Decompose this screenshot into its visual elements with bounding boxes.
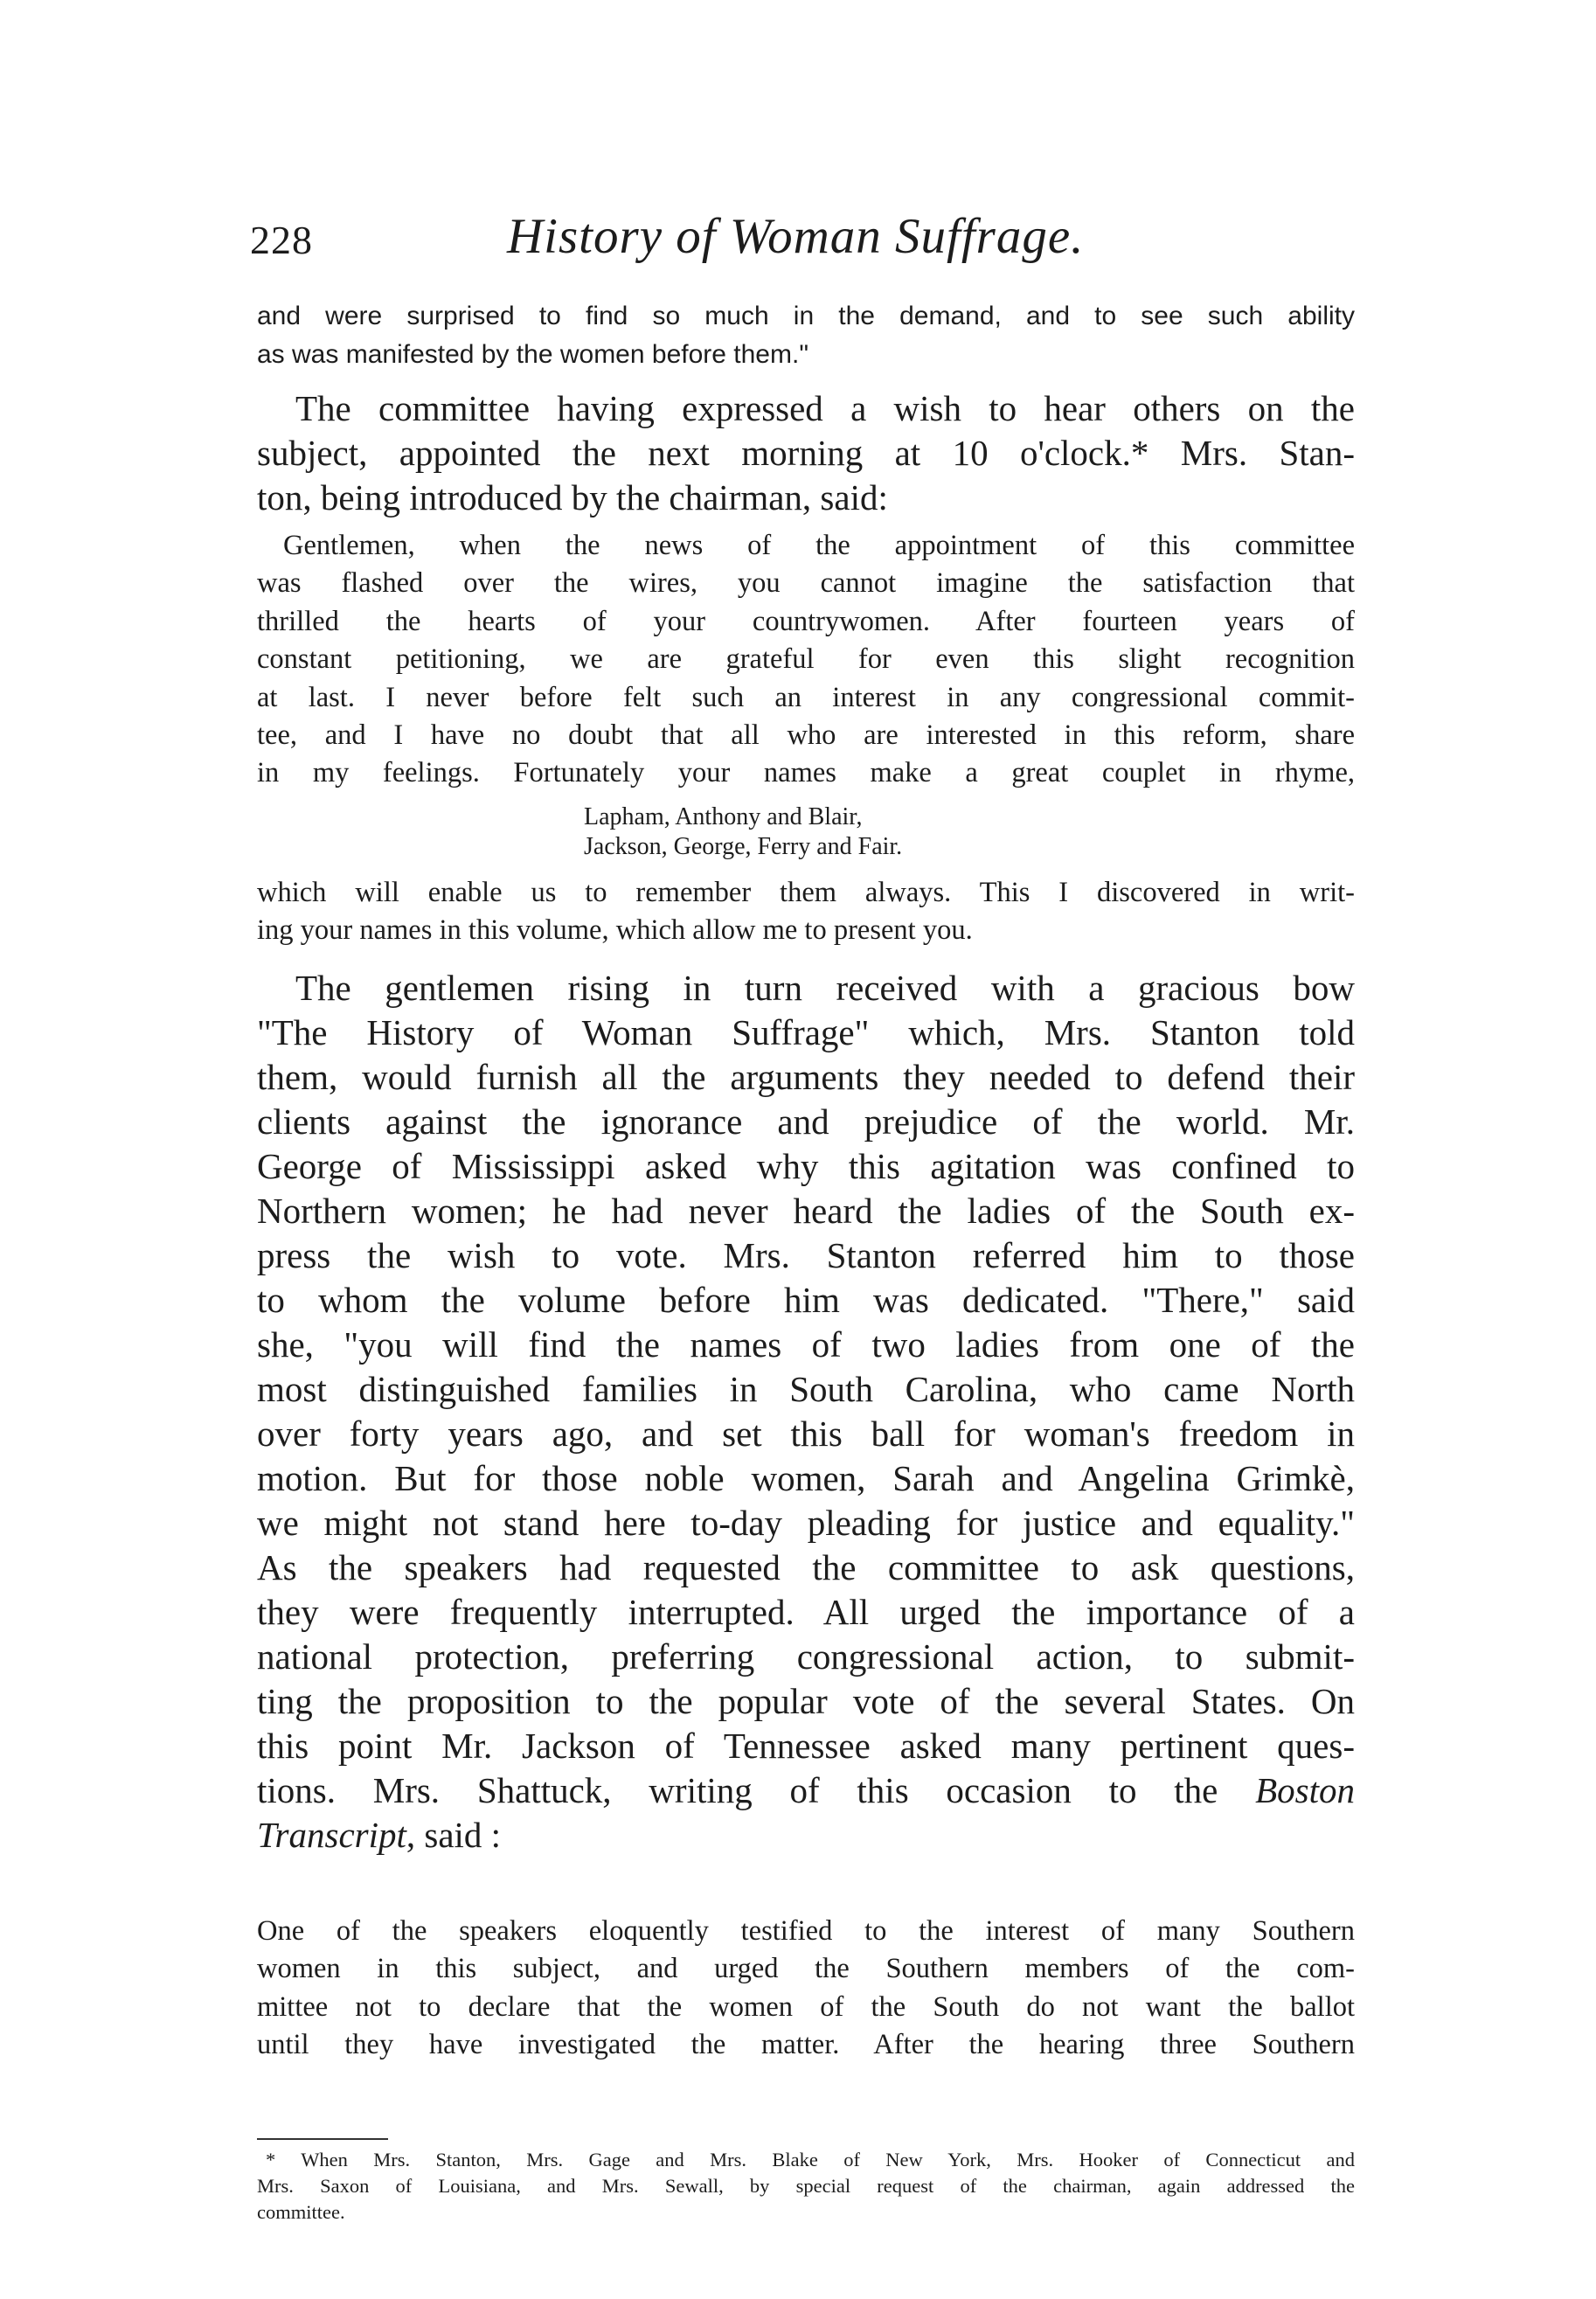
paragraph-committee xyxy=(257,386,1355,520)
text-line: they were frequently interrupted. All urged the importance of a xyxy=(257,1592,1355,1632)
paragraph-gentlemen xyxy=(257,966,1355,1858)
text-line: and were surprised to find so much in the demand, and to see such ability xyxy=(257,302,1355,330)
page-header xyxy=(250,208,1369,287)
text-line: subject, appointed the next morning at 10 o'clock.* Mrs. Stan- xyxy=(257,433,1355,473)
text-line: most distinguished families in South Carolina, who came North xyxy=(257,1369,1355,1409)
text-line: press the wish to vote. Mrs. Stanton referred him to those xyxy=(257,1235,1355,1275)
text-line: women in this subject, and urged the Southern members of the com- xyxy=(257,1953,1355,1985)
text-line: national protection, preferring congressional action, to submit- xyxy=(257,1636,1355,1677)
verse-couplet xyxy=(584,802,902,862)
speech-quote xyxy=(257,527,1355,793)
verse-line: Jackson, George, Ferry and Fair. xyxy=(584,833,903,860)
text-line: which will enable us to remember them always. This I discovered in writ- xyxy=(257,877,1355,908)
text-line: One of the speakers eloquently testified to the interest of many Southern xyxy=(257,1915,1355,1947)
paragraph-continuation xyxy=(257,297,1355,373)
text-line: we might not stand here to-day pleading for justice and equality." xyxy=(257,1503,1355,1543)
page-number: 228 xyxy=(250,218,313,262)
text-line: * When Mrs. Stanton, Mrs. Gage and Mrs. Blake of New York, Mrs. Hooker of Connecticut and xyxy=(266,2149,1355,2171)
text-line: "The History of Woman Suffrage" which, Mrs. Stanton told xyxy=(257,1012,1355,1052)
text-line: constant petitioning, we are grateful for even this slight recognition xyxy=(257,643,1355,676)
text-line: motion. But for those noble women, Sarah and Angelina Grimkè, xyxy=(257,1458,1355,1498)
text-span: tions. Mrs. Shattuck, writing of this occasion to the xyxy=(257,1770,1218,1810)
text-line: clients against the ignorance and prejudice of the world. Mr. xyxy=(257,1101,1355,1142)
verse-line: Lapham, Anthony and Blair, xyxy=(584,803,863,830)
speech-quote-end xyxy=(257,874,1355,950)
text-line-with-italic xyxy=(257,1768,1355,1813)
footnote xyxy=(257,2147,1355,2226)
text-line-with-italic xyxy=(257,1813,1355,1858)
text-line: as was manifested by the women before them." xyxy=(257,339,808,369)
text-line: thrilled the hearts of your countrywomen. After fourteen years of xyxy=(257,605,1355,637)
text-line: ting the proposition to the popular vote of the several States. On xyxy=(257,1681,1355,1721)
text-line: this point Mr. Jackson of Tennessee asked many pertinent ques- xyxy=(257,1726,1355,1766)
text-line: until they have investigated the matter. After the hearing three Southern xyxy=(257,2029,1355,2061)
text-line: ton, being introduced by the chairman, said: xyxy=(257,477,888,517)
italic-source: Transcript xyxy=(257,1815,406,1855)
text-line: As the speakers had requested the committee to ask questions, xyxy=(257,1547,1355,1587)
text-line: Mrs. Saxon of Louisiana, and Mrs. Sewall, by special request of the chairman, again addressed the xyxy=(257,2175,1355,2197)
text-span: , said : xyxy=(406,1815,502,1855)
text-line: mittee not to declare that the women of the South do not want the ballot xyxy=(257,1990,1355,2023)
text-line: Northern women; he had never heard the ladies of the South ex- xyxy=(257,1191,1355,1231)
text-line: committee. xyxy=(257,2201,345,2223)
text-line: The gentlemen rising in turn received with a gracious bow xyxy=(295,968,1355,1008)
text-line: them, would furnish all the arguments they needed to defend their xyxy=(257,1057,1355,1097)
shattuck-quote xyxy=(257,1913,1355,2065)
running-title: History of Woman Suffrage. xyxy=(507,209,1085,264)
text-line: at last. I never before felt such an interest in any congressional commit- xyxy=(257,681,1355,713)
text-line: Gentlemen, when the news of the appointment of this committee xyxy=(283,530,1355,561)
italic-source: Boston xyxy=(1255,1770,1356,1810)
text-line: ing your names in this volume, which allow me to present you. xyxy=(257,914,973,947)
footnote-rule xyxy=(257,2138,388,2140)
text-line: The committee having expressed a wish to hear others on the xyxy=(295,388,1355,428)
text-line: tee, and I have no doubt that all who are interested in this reform, share xyxy=(257,719,1355,752)
text-line: George of Mississippi asked why this agitation was confined to xyxy=(257,1146,1355,1186)
text-line: in my feelings. Fortunately your names make a great couplet in rhyme, xyxy=(257,757,1355,789)
text-line: was flashed over the wires, you cannot imagine the satisfaction that xyxy=(257,567,1355,600)
text-line: to whom the volume before him was dedicated. "There," said xyxy=(257,1280,1355,1320)
text-line: she, "you will find the names of two ladies from one of the xyxy=(257,1324,1355,1365)
text-line: over forty years ago, and set this ball for woman's freedom in xyxy=(257,1413,1355,1454)
